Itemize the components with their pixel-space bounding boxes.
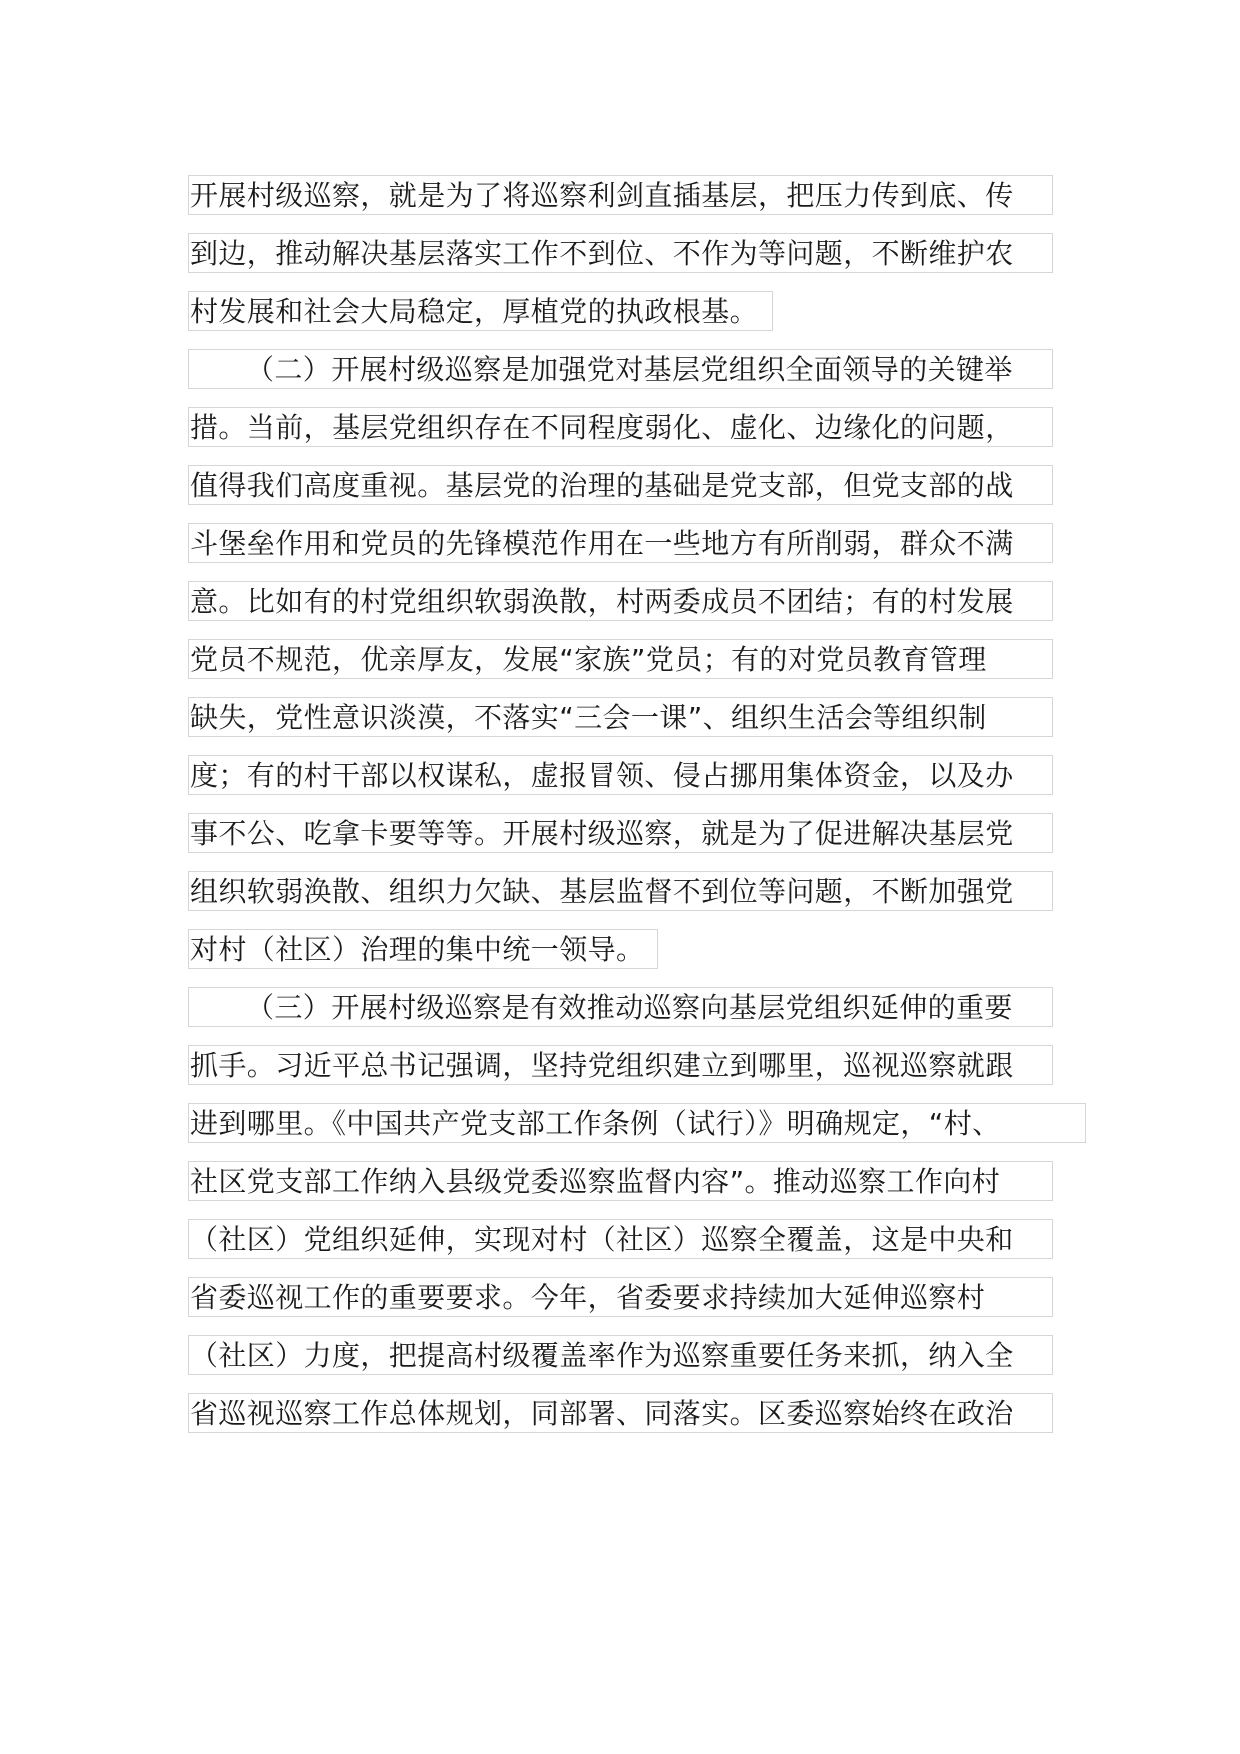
text-line: 抓手。习近平总书记强调，坚持党组织建立到哪里，巡视巡察就跟 xyxy=(188,1045,1053,1085)
text-line: 省巡视巡察工作总体规划，同部署、同落实。区委巡察始终在政治 xyxy=(188,1393,1053,1433)
text-line: 开展村级巡察，就是为了将巡察利剑直插基层，把压力传到底、传 xyxy=(188,175,1053,215)
text-line: 斗堡垒作用和党员的先锋模范作用在一些地方有所削弱，群众不满 xyxy=(188,523,1053,563)
text-line: 度；有的村干部以权谋私，虚报冒领、侵占挪用集体资金，以及办 xyxy=(188,755,1053,795)
text-line: 省委巡视工作的重要要求。今年，省委要求持续加大延伸巡察村 xyxy=(188,1277,1053,1317)
text-line: 值得我们高度重视。基层党的治理的基础是党支部，但党支部的战 xyxy=(188,465,1053,505)
text-line: 到边，推动解决基层落实工作不到位、不作为等问题，不断维护农 xyxy=(188,233,1053,273)
text-line: （社区）党组织延伸，实现对村（社区）巡察全覆盖，这是中央和 xyxy=(188,1219,1053,1259)
text-line: （二）开展村级巡察是加强党对基层党组织全面领导的关键举 xyxy=(188,349,1053,389)
text-line: 措。当前，基层党组织存在不同程度弱化、虚化、边缘化的问题， xyxy=(188,407,1053,447)
text-line: 党员不规范，优亲厚友，发展“家族”党员；有的对党员教育管理 xyxy=(188,639,1053,679)
text-line: （三）开展村级巡察是有效推动巡察向基层党组织延伸的重要 xyxy=(188,987,1053,1027)
text-line: （社区）力度，把提高村级覆盖率作为巡察重要任务来抓，纳入全 xyxy=(188,1335,1053,1375)
text-line: 意。比如有的村党组织软弱涣散，村两委成员不团结；有的村发展 xyxy=(188,581,1053,621)
text-line: 事不公、吃拿卡要等等。开展村级巡察，就是为了促进解决基层党 xyxy=(188,813,1053,853)
text-line: 进到哪里。《中国共产党支部工作条例（试行）》明确规定，“村、 xyxy=(188,1103,1086,1143)
text-line: 对村（社区）治理的集中统一领导。 xyxy=(188,929,658,969)
text-line: 缺失，党性意识淡漠，不落实“三会一课”、组织生活会等组织制 xyxy=(188,697,1053,737)
text-line: 组织软弱涣散、组织力欠缺、基层监督不到位等问题，不断加强党 xyxy=(188,871,1053,911)
text-line: 村发展和社会大局稳定，厚植党的执政根基。 xyxy=(188,291,773,331)
text-line: 社区党支部工作纳入县级党委巡察监督内容”。推动巡察工作向村 xyxy=(188,1161,1053,1201)
